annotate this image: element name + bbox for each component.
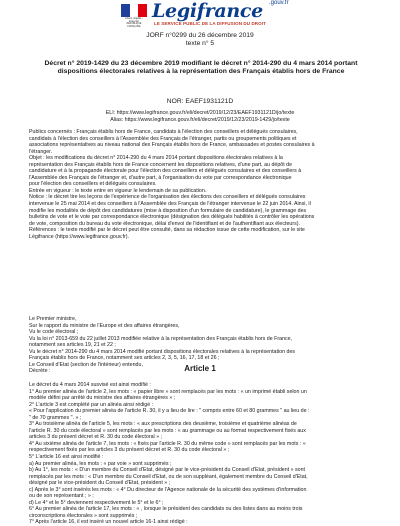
intro-line: bulletins de vote et le vote par correspondance électronique (désignation des délégués habilités à contrôler les opérations xyxy=(29,214,315,221)
brand-name: Legifrance xyxy=(152,0,263,22)
intro-paragraph xyxy=(29,129,375,240)
article-line: Le décret du 4 mars 2014 susvisé est ainsi modifié : xyxy=(29,382,151,388)
logo-row xyxy=(0,0,400,32)
article-line: ou de son représentant ; » ; xyxy=(29,493,94,500)
article-line: 1° Au premier alinéa de l'article 2, les mots : « papier libre » sont remplacés par les mots : « un imprimé établi selon un xyxy=(29,388,307,395)
article-line: désigné par le vice-président du Conseil d'Etat, président » ; xyxy=(29,480,171,487)
motto-line: Liberté • Égalité • Fraternité xyxy=(125,18,143,23)
intro-line: candidats à l'élection des conseillers à l'Assemblée des Français de l'étranger, partis ou groupements politiques et xyxy=(29,135,297,142)
intro-line: associations représentatives au niveau national des Français établis hors de France, ambassades et postes consulaires à xyxy=(29,142,315,149)
brand-tagline: LE SERVICE PUBLIC DE LA DIFFUSION DU DROIT xyxy=(154,21,266,26)
intro-line: l'étranger. xyxy=(29,148,53,155)
article-line: 4° Au sixième alinéa de l'article 7, les mots : « fixés par l'article R. 30 du même code » sont remplacés par les mots : « xyxy=(29,440,306,447)
visa-line: Vu la loi n° 2013-659 du 22 juillet 2013 modifiée relative à la représentation des Français établis hors de France, xyxy=(29,335,293,342)
article-line: respectivement fixés par les articles 3 du présent décret et R. 30 du code électoral » ; xyxy=(29,447,230,454)
visa-line: Décrète : xyxy=(29,368,51,375)
article-line: " de 70 grammes ". » ; xyxy=(29,414,82,421)
intro-line: représentation des Français établis hors de France concernent les dispositions relatives, d'une part, au dépôt de xyxy=(29,161,293,168)
journal-reference xyxy=(0,32,400,48)
decree-title: Décret n° 2019-1429 du 23 décembre 2019 modifiant le décret n° 2014-290 du 4 mars 2014 portant dispositions électorales relatives à la représentation des Français établis hors de France xyxy=(44,60,358,76)
intro-line: intervenue le 25 mai 2014 et des conseillers à l'Assemblée des Français de l'étranger intervenue le 22 juin 2014. Ainsi, il xyxy=(29,201,311,208)
article-line: c) Après le 3° sont insérés les mots : « 4° Du directeur de l'Agence nationale de la sécurité des systèmes d'information xyxy=(29,486,307,493)
article-line: d) Le 4° et le 5° deviennent respectivement le 5° et le 6° ; xyxy=(29,499,164,506)
intro-line: candidature et à la propagande électorale pour l'élection des conseillers et délégués consulaires et des conseillers à xyxy=(29,168,302,175)
article-line: « Pour l'application du premier alinéa de l'article R. 30, il y a lieu de lire : " compris entre 60 et 80 grammes " au lieu de : xyxy=(29,408,310,415)
brand-tld: .gouv.fr xyxy=(269,0,289,6)
intro-line: Objet : les modifications du décret n° 2014-290 du 4 mars 2014 portant dispositions électorales relatives à la xyxy=(29,155,283,162)
intro-line: l'Assemblée des Français de l'étranger et, d'autre part, à l'organisation du vote par correspondance électronique xyxy=(29,174,292,181)
article-line: 3° Au troisième alinéa de l'article 5, les mots : « aux prescriptions des deuxième, troisième et quatrième alinéas de xyxy=(29,421,297,428)
intro-line: modifie les modalités de dépôt des candidatures (mise à disposition d'un formulaire de candidature), le grammage des xyxy=(29,207,307,214)
article-line: 5° L'article 16 est ainsi modifié : xyxy=(29,454,104,461)
nor-reference: NOR: EAEF1931121D xyxy=(166,98,234,105)
visa-line: Le Conseil d'Etat (section de l'intérieur) entendu, xyxy=(29,361,143,368)
article-body xyxy=(29,382,375,526)
jorf-line: JORF n°0299 du 26 décembre 2019 xyxy=(146,32,254,39)
visa-line: Le Premier ministre, xyxy=(29,316,77,322)
article-line: articles 3 du présent décret et R. 30 du code électoral » ; xyxy=(29,434,163,441)
intro-line: Publics concernés : Français établis hors de France, candidats à l'élection des conseillers et délégués consulaires, xyxy=(29,129,298,135)
intro-line: de vote, composition du bureau du vote électronique, délai d'envoi de l'identifiant et de l'authentifiant aux électeurs). xyxy=(29,220,300,227)
article-heading: Article 1 xyxy=(184,364,216,373)
article-line: 7° Après l'article 16, il est inséré un nouvel article 16-1 ainsi rédigé : xyxy=(29,519,188,526)
intro-line: Notice : le décret tire les leçons de l'expérience de l'organisation des élections des conseillers et délégués consulaires xyxy=(29,194,306,201)
article-line: a) Au premier alinéa, les mots : « par voie » sont supprimés ; xyxy=(29,460,172,467)
french-flag-icon xyxy=(121,4,147,17)
alias-link[interactable]: Alias: https://www.legifrance.gouv.fr/eli/decret/2019/12/23/2019-1429/jo/texte xyxy=(110,117,290,123)
article-line: 6° Au premier alinéa de l'article 17, les mots : « , lorsque le président des candidats ou des listes dans au moins trois xyxy=(29,506,303,513)
visa-line: Vu le code électoral ; xyxy=(29,329,79,336)
intro-line: Entrée en vigueur : le texte entre en vigueur le lendemain de sa publication. xyxy=(29,187,207,194)
eli-links xyxy=(0,110,400,124)
republic-motto xyxy=(121,18,147,28)
marianne-logo xyxy=(121,4,147,28)
eli-link[interactable]: ELI: https://www.legifrance.gouv.fr/eli/decret/2019/12/23/EAEF1931121D/jo/texte xyxy=(105,110,295,116)
visa-line: notamment ses articles 19, 21 et 22 ; xyxy=(29,342,116,349)
article-line: circonscriptions électorales » sont supprimés ; xyxy=(29,512,138,519)
intro-line: pour l'élection des conseillers et délégués consulaires. xyxy=(29,181,157,188)
intro-line: Légifrance (https://www.legifrance.gouv.fr). xyxy=(29,233,129,240)
visa-line: Sur le rapport du ministre de l'Europe et des affaires étrangères, xyxy=(29,322,180,329)
republic-line: RÉPUBLIQUE FRANÇAISE xyxy=(126,23,142,28)
article-line: b) Au 1°, les mots : « D'un membre du Conseil d'Etat, désigné par le vice-président du Conseil d'Etat, président » sont xyxy=(29,467,306,474)
article-line: modèle défini par arrêté du ministre des affaires étrangères » ; xyxy=(29,395,176,402)
article-line: remplacés par les mots : « D'un membre du Conseil d'Etat, ou de son suppléant, également membre du Conseil d'Etat, xyxy=(29,473,308,480)
texte-line: texte n° 5 xyxy=(185,40,215,47)
article-line: l'article R. 30 du code électoral » sont remplacés par les mots : « au grammage ou au format respectivement fixés aux xyxy=(29,427,306,434)
visa-line: Français établis hors de France, notamment ses articles 2, 3, 5, 16, 17, 18 et 26 ; xyxy=(29,355,220,362)
article-line: 2° L'article 3 est complété par un alinéa ainsi rédigé : xyxy=(29,401,154,408)
visa-line: Vu le décret n° 2014-290 du 4 mars 2014 modifié portant dispositions électorales relatives à la représentation des xyxy=(29,348,296,355)
intro-line: Références : le texte modifié par le décret peut être consulté, dans sa rédaction issue de cette modification, sur le site xyxy=(29,227,305,234)
legifrance-logo[interactable] xyxy=(152,0,289,22)
